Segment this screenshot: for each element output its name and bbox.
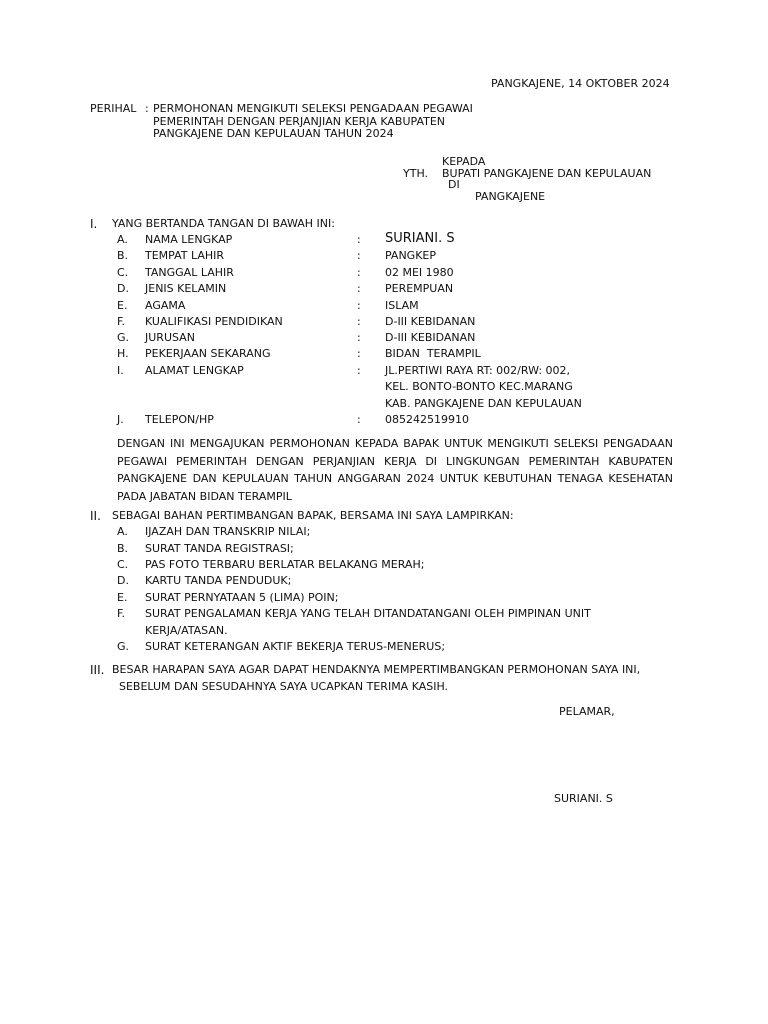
field-label: JENIS KELAMIN bbox=[145, 282, 227, 295]
field-colon: : bbox=[357, 364, 361, 377]
closing-pelamar: PELAMAR, bbox=[559, 705, 615, 718]
section-2-heading: SEBAGAI BAHAN PERTIMBANGAN BAPAK, BERSAMA INI SAYA LAMPIRKAN: bbox=[112, 509, 514, 522]
attachment-text: SURAT TANDA REGISTRASI; bbox=[145, 542, 294, 555]
field-value: JL.PERTIWI RAYA RT: 002/RW: 002, bbox=[385, 364, 571, 377]
field-value: ISLAM bbox=[385, 299, 419, 312]
recipient-kepada: KEPADA bbox=[442, 155, 486, 168]
recipient-yth: YTH. bbox=[403, 167, 429, 180]
attachment-letter: F. bbox=[117, 607, 126, 620]
field-colon: : bbox=[357, 331, 361, 344]
attachment-letter: E. bbox=[117, 591, 128, 604]
application-paragraph: DENGAN INI MENGAJUKAN PERMOHONAN KEPADA BAPAK UNTUK MENGIKUTI SELEKSI PENGADAAN PEGAWAI PEMERINTAH DENGAN PERJANJIAN KERJA DI LINGKUNGAN PEMERINTAH KABUPATEN PANGKAJENE DAN KEPULAUAN TAHUN ANGGARAN 2024 UNTUK KEBUTUHAN TENAGA KESEHATAN PADA JABATAN BIDAN TERAMPIL bbox=[117, 437, 680, 503]
field-letter: C. bbox=[117, 266, 129, 279]
attachment-letter: A. bbox=[117, 525, 128, 538]
attachment-letter: C. bbox=[117, 558, 129, 571]
perihal-line-3: PANGKAJENE DAN KEPULAUAN TAHUN 2024 bbox=[153, 127, 394, 140]
field-letter: E. bbox=[117, 299, 128, 312]
perihal-label: PERIHAL bbox=[90, 102, 137, 115]
section-3-line-1: BESAR HARAPAN SAYA AGAR DAPAT HENDAKNYA MEMPERTIMBANGKAN PERMOHONAN SAYA INI, bbox=[112, 663, 641, 676]
recipient-di: DI bbox=[448, 178, 460, 191]
field-colon: : bbox=[357, 299, 361, 312]
attachment-text: KARTU TANDA PENDUDUK; bbox=[145, 574, 292, 587]
field-label: PEKERJAAN SEKARANG bbox=[145, 347, 271, 360]
perihal-line-2: PEMERINTAH DENGAN PERJANJIAN KERJA KABUPATEN bbox=[153, 115, 446, 128]
field-value: PANGKEP bbox=[385, 249, 437, 262]
field-row-kualifikasi bbox=[0, 314, 768, 330]
field-label: ALAMAT LENGKAP bbox=[145, 364, 244, 377]
section-1-numeral: I. bbox=[90, 217, 98, 231]
field-letter: D. bbox=[117, 282, 129, 295]
field-colon: : bbox=[357, 413, 361, 426]
address-line: KEL. BONTO-BONTO KEC.MARANG bbox=[385, 380, 573, 393]
field-row-tempat-lahir bbox=[0, 248, 768, 264]
field-label: KUALIFIKASI PENDIDIKAN bbox=[145, 315, 283, 328]
field-label: TEMPAT LAHIR bbox=[145, 249, 225, 262]
field-colon: : bbox=[357, 347, 361, 360]
field-value: BIDAN TERAMPIL bbox=[385, 347, 481, 360]
field-row-jurusan bbox=[0, 330, 768, 346]
attachment-letter: B. bbox=[117, 542, 129, 555]
field-value: 085242519910 bbox=[385, 413, 469, 426]
field-label: JURUSAN bbox=[145, 331, 195, 344]
field-letter: H. bbox=[117, 347, 129, 360]
field-letter: F. bbox=[117, 315, 126, 328]
letter-date: PANGKAJENE, 14 OKTOBER 2024 bbox=[491, 77, 670, 90]
field-colon: : bbox=[357, 282, 361, 295]
field-label: NAMA LENGKAP bbox=[145, 233, 233, 246]
attachment-letter: D. bbox=[117, 574, 129, 587]
field-value: D-III KEBIDANAN bbox=[385, 331, 476, 344]
field-colon: : bbox=[357, 249, 361, 262]
field-row-tanggal-lahir bbox=[0, 265, 768, 281]
section-3-line-2: SEBELUM DAN SESUDAHNYA SAYA UCAPKAN TERIMA KASIH. bbox=[119, 680, 449, 693]
perihal-colon: : bbox=[145, 102, 149, 115]
field-letter: I. bbox=[117, 364, 124, 377]
field-letter: J. bbox=[117, 413, 124, 426]
perihal-line-1: PERMOHONAN MENGIKUTI SELEKSI PENGADAAN PEGAWAI bbox=[153, 102, 473, 115]
field-row-telepon bbox=[0, 412, 768, 428]
attachment-text: SURAT KETERANGAN AKTIF BEKERJA TERUS-MENERUS; bbox=[145, 640, 446, 653]
recipient-place: PANGKAJENE bbox=[475, 190, 546, 203]
section-1-heading: YANG BERTANDA TANGAN DI BAWAH INI: bbox=[112, 217, 335, 230]
field-value: SURIANI. S bbox=[385, 231, 455, 246]
recipient-name: BUPATI PANGKAJENE DAN KEPULAUAN bbox=[442, 167, 652, 180]
attachment-text: PAS FOTO TERBARU BERLATAR BELAKANG MERAH; bbox=[145, 558, 425, 571]
field-letter: G. bbox=[117, 331, 130, 344]
field-value: PEREMPUAN bbox=[385, 282, 454, 295]
attachment-text: IJAZAH DAN TRANSKRIP NILAI; bbox=[145, 525, 311, 538]
attachment-letter: G. bbox=[117, 640, 130, 653]
address-line: KAB. PANGKAJENE DAN KEPULAUAN bbox=[385, 397, 582, 410]
signature-name: SURIANI. S bbox=[554, 792, 613, 805]
field-row-alamat-cont-1 bbox=[0, 379, 768, 395]
field-letter: A. bbox=[117, 233, 128, 246]
field-label: TELEPON/HP bbox=[145, 413, 214, 426]
field-colon: : bbox=[357, 233, 361, 246]
attachment-text: SURAT PENGALAMAN KERJA YANG TELAH DITANDATANGANI OLEH PIMPINAN UNIT KERJA/ATASAN. bbox=[145, 607, 591, 637]
attachment-text: SURAT PERNYATAAN 5 (LIMA) POIN; bbox=[145, 591, 339, 604]
field-row-jenis-kelamin bbox=[0, 281, 768, 297]
field-colon: : bbox=[357, 315, 361, 328]
field-value: 02 MEI 1980 bbox=[385, 266, 454, 279]
field-row-alamat bbox=[0, 363, 768, 379]
field-colon: : bbox=[357, 266, 361, 279]
field-value: D-III KEBIDANAN bbox=[385, 315, 476, 328]
section-3-numeral: III. bbox=[90, 663, 105, 677]
section-2-numeral: II. bbox=[90, 509, 101, 523]
field-row-alamat-cont-2 bbox=[0, 396, 768, 412]
field-label: TANGGAL LAHIR bbox=[145, 266, 234, 279]
field-row-agama bbox=[0, 298, 768, 314]
field-label: AGAMA bbox=[145, 299, 186, 312]
field-row-nama bbox=[0, 232, 768, 248]
field-row-pekerjaan bbox=[0, 346, 768, 362]
field-letter: B. bbox=[117, 249, 129, 262]
